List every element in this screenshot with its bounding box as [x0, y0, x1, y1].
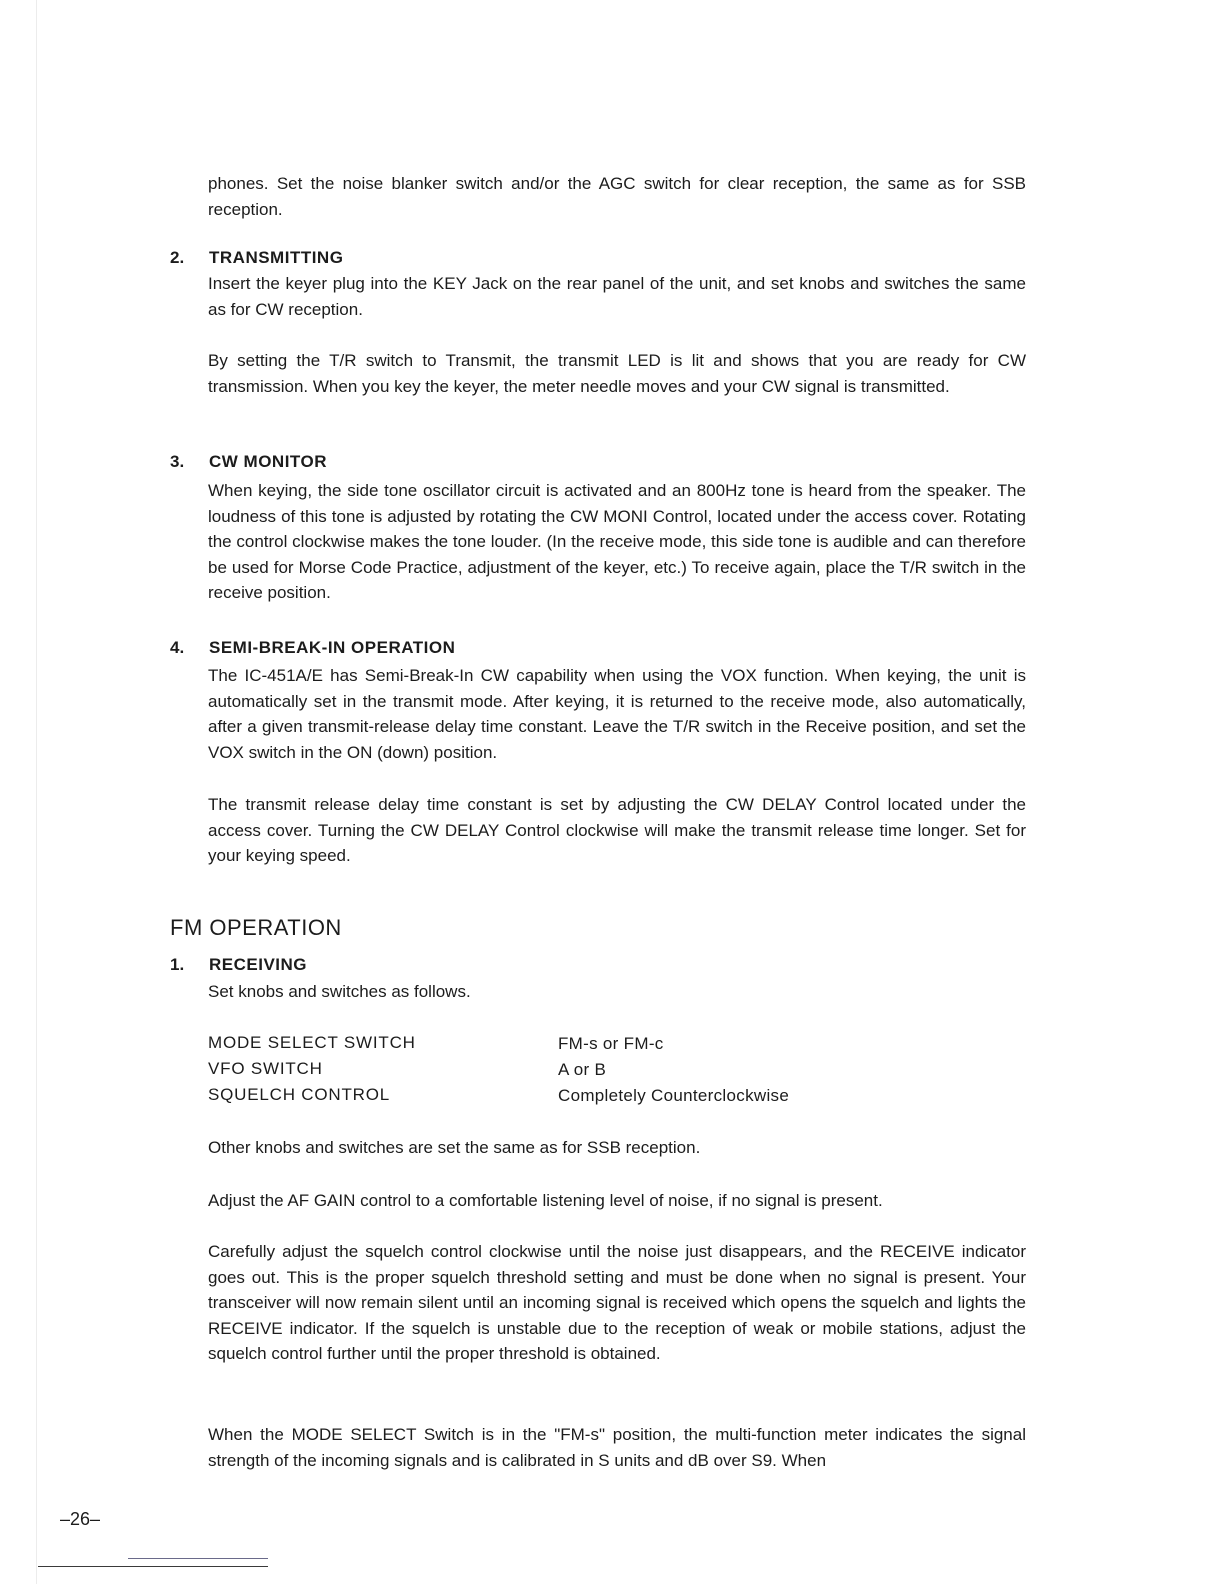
- heading-semi-break-in: SEMI-BREAK-IN OPERATION: [209, 638, 456, 657]
- setting-value-mode-select: FM-s or FM-c: [558, 1034, 664, 1053]
- scan-edge-line: [36, 0, 37, 1584]
- intro-paragraph: phones. Set the noise blanker switch and/or the AGC switch for clear reception, the same as for SSB reception.: [208, 174, 1026, 219]
- heading-cw-monitor: CW MONITOR: [209, 452, 328, 471]
- receiving-paragraph-2: Adjust the AF GAIN control to a comfortable listening level of noise, if no signal is present.: [208, 1191, 883, 1210]
- transmitting-paragraph-1: Insert the keyer plug into the KEY Jack on the rear panel of the unit, and set knobs and switches the same as for CW reception.: [208, 274, 1026, 319]
- semi-break-in-paragraph-2: The transmit release delay time constant is set by adjusting the CW DELAY Control located under the access cover. Turning the CW DELAY Control clockwise will make the transmit release time longer. Set for your keying speed.: [208, 795, 1026, 865]
- setting-label-squelch-control: SQUELCH CONTROL: [208, 1085, 391, 1104]
- receiving-paragraph-3: Carefully adjust the squelch control clockwise until the noise just disappears, and the RECEIVE indicator goes out. This is the proper squelch threshold setting and must be done when no signal is present. Your transceiver will now remain silent until an incoming signal is received which opens the squelch and lights the RECEIVE indicator. If the squelch is unstable due to the reception of weak or mobile stations, adjust the squelch control further until the proper threshold is obtained.: [208, 1242, 1026, 1363]
- section-number-cw-monitor: 3.: [170, 452, 185, 471]
- setting-label-vfo-switch: VFO SWITCH: [208, 1059, 323, 1078]
- footer-rule: [38, 1566, 268, 1567]
- section-number-semi-break-in: 4.: [170, 638, 185, 657]
- cw-monitor-paragraph: When keying, the side tone oscillator circuit is activated and an 800Hz tone is heard from the speaker. The loudness of this tone is adjusted by rotating the CW MONI Control, located under the access cover. Rotating the control clockwise makes the tone louder. (In the receive mode, this side tone is audible and can therefore be used for Morse Code Practice, adjustment of the keyer, etc.) To receive again, place the T/R switch in the receive position.: [208, 481, 1026, 602]
- section-title-fm-operation: FM OPERATION: [170, 915, 342, 940]
- receiving-paragraph-4: When the MODE SELECT Switch is in the "FM-s" position, the multi-function meter indicates the signal strength of the incoming signals and is calibrated in S units and dB over S9. When: [208, 1425, 1026, 1470]
- setting-value-vfo-switch: A or B: [558, 1060, 607, 1079]
- setting-label-mode-select: MODE SELECT SWITCH: [208, 1033, 416, 1052]
- section-number-transmitting: 2.: [170, 248, 185, 267]
- receiving-paragraph-1: Other knobs and switches are set the same as for SSB reception.: [208, 1138, 701, 1157]
- footer-rule-short: [128, 1558, 268, 1559]
- transmitting-paragraph-2: By setting the T/R switch to Transmit, the transmit LED is lit and shows that you are ready for CW transmission. When you key the keyer, the meter needle moves and your CW signal is transmitted.: [208, 351, 1026, 396]
- heading-receiving: RECEIVING: [209, 955, 308, 974]
- semi-break-in-paragraph-1: The IC-451A/E has Semi-Break-In CW capability when using the VOX function. When keying, the unit is automatically set in the transmit mode. After keying, it is returned to the receive mode, also automatically, after a given transmit-release delay time constant. Leave the T/R switch in the Receive position, and set the VOX switch in the ON (down) position.: [208, 666, 1026, 762]
- setting-value-squelch-control: Completely Counterclockwise: [558, 1086, 790, 1105]
- page-number: –26–: [60, 1509, 101, 1529]
- receiving-intro: Set knobs and switches as follows.: [208, 982, 471, 1001]
- heading-transmitting: TRANSMITTING: [209, 248, 344, 267]
- section-number-receiving: 1.: [170, 955, 185, 974]
